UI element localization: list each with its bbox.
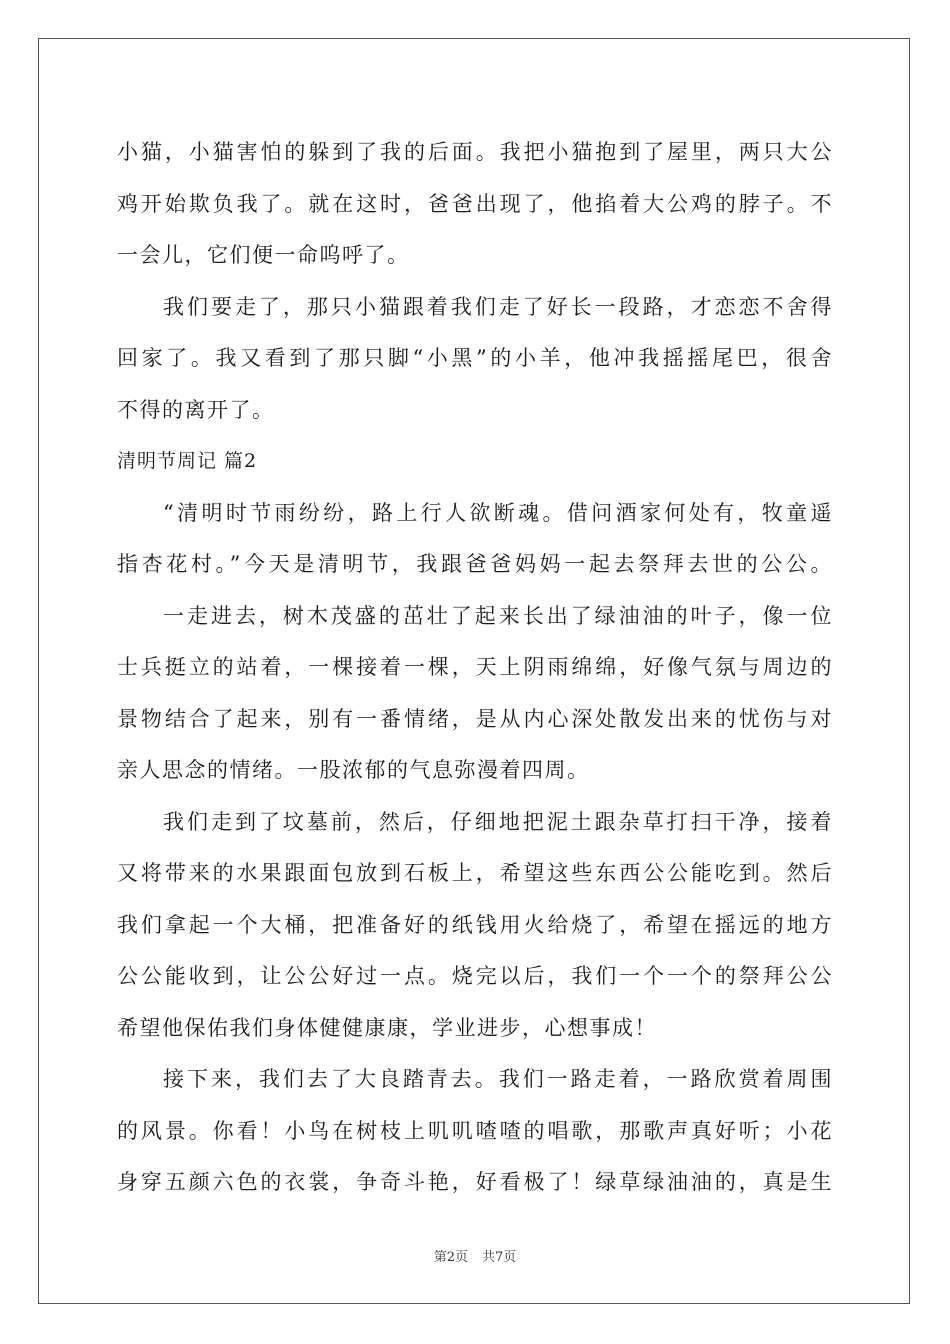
text-line: 回家了。我又看到了那只脚“小黑”的小羊，他冲我摇摇尾巴，很舍: [117, 346, 833, 370]
text-line: 小猫，小猫害怕的躲到了我的后面。我把小猫抱到了屋里，两只大公: [117, 140, 833, 164]
text-line: 身穿五颜六色的衣裳，争奇斗艳，好看极了！绿草绿油油的，真是生: [117, 1170, 833, 1194]
text-line: 亲人思念的情绪。一股浓郁的气息弥漫着四周。: [117, 758, 590, 782]
document-body: [117, 127, 833, 1209]
text-line: 不得的离开了。: [117, 397, 275, 422]
text-line: 接下来，我们去了大良踏青去。我们一路走着，一路欣赏着周围: [163, 1067, 833, 1091]
text-line: 景物结合了起来，别有一番情绪，是从内心深处散发出来的忧伤与对: [117, 706, 833, 731]
page-total: 共7页: [482, 1250, 517, 1265]
text-line: 我们走到了坟墓前，然后，仔细地把泥土跟杂草打扫干净，接着: [163, 809, 833, 834]
text-line: 我们拿起一个大桶，把准备好的纸钱用火给烧了，希望在摇远的地方: [117, 912, 833, 937]
text-line: 我们要走了，那只小猫跟着我们走了好长一段路，才恋恋不舍得: [163, 294, 833, 319]
page-footer: [0, 1246, 950, 1265]
text-line: 公公能收到，让公公好过一点。烧完以后，我们一个一个的祭拜公公: [117, 964, 833, 988]
text-line: 士兵挺立的站着，一棵接着一棵，天上阴雨绵绵，好像气氛与周边的: [117, 655, 833, 679]
text-line: 鸡开始欺负我了。就在这时，爸爸出现了，他掐着大公鸡的脖子。不: [117, 191, 833, 216]
text-line: 一走进去，树木茂盛的茁壮了起来长出了绿油油的叶子，像一位: [163, 603, 833, 628]
text-line: 又将带来的水果跟面包放到石板上，希望这些东西公公能吃到。然后: [117, 861, 833, 885]
text-line: 希望他保佑我们身体健健康康，学业进步，心想事成！: [117, 1015, 657, 1040]
text-line: 的风景。你看！小鸟在树枝上叽叽喳喳的唱歌，那歌声真好听；小花: [117, 1118, 833, 1143]
text-line: “清明时节雨纷纷，路上行人欲断魂。借问酒家何处有，牧童遥: [163, 500, 833, 525]
page-number: 第2页: [433, 1250, 468, 1265]
text-line: 指杏花村。”今天是清明节，我跟爸爸妈妈一起去祭拜去世的公公。: [117, 552, 833, 576]
text-line: 一会儿，它们便一命呜呼了。: [117, 243, 410, 267]
section-heading: 清明节周记 篇2: [117, 450, 258, 472]
